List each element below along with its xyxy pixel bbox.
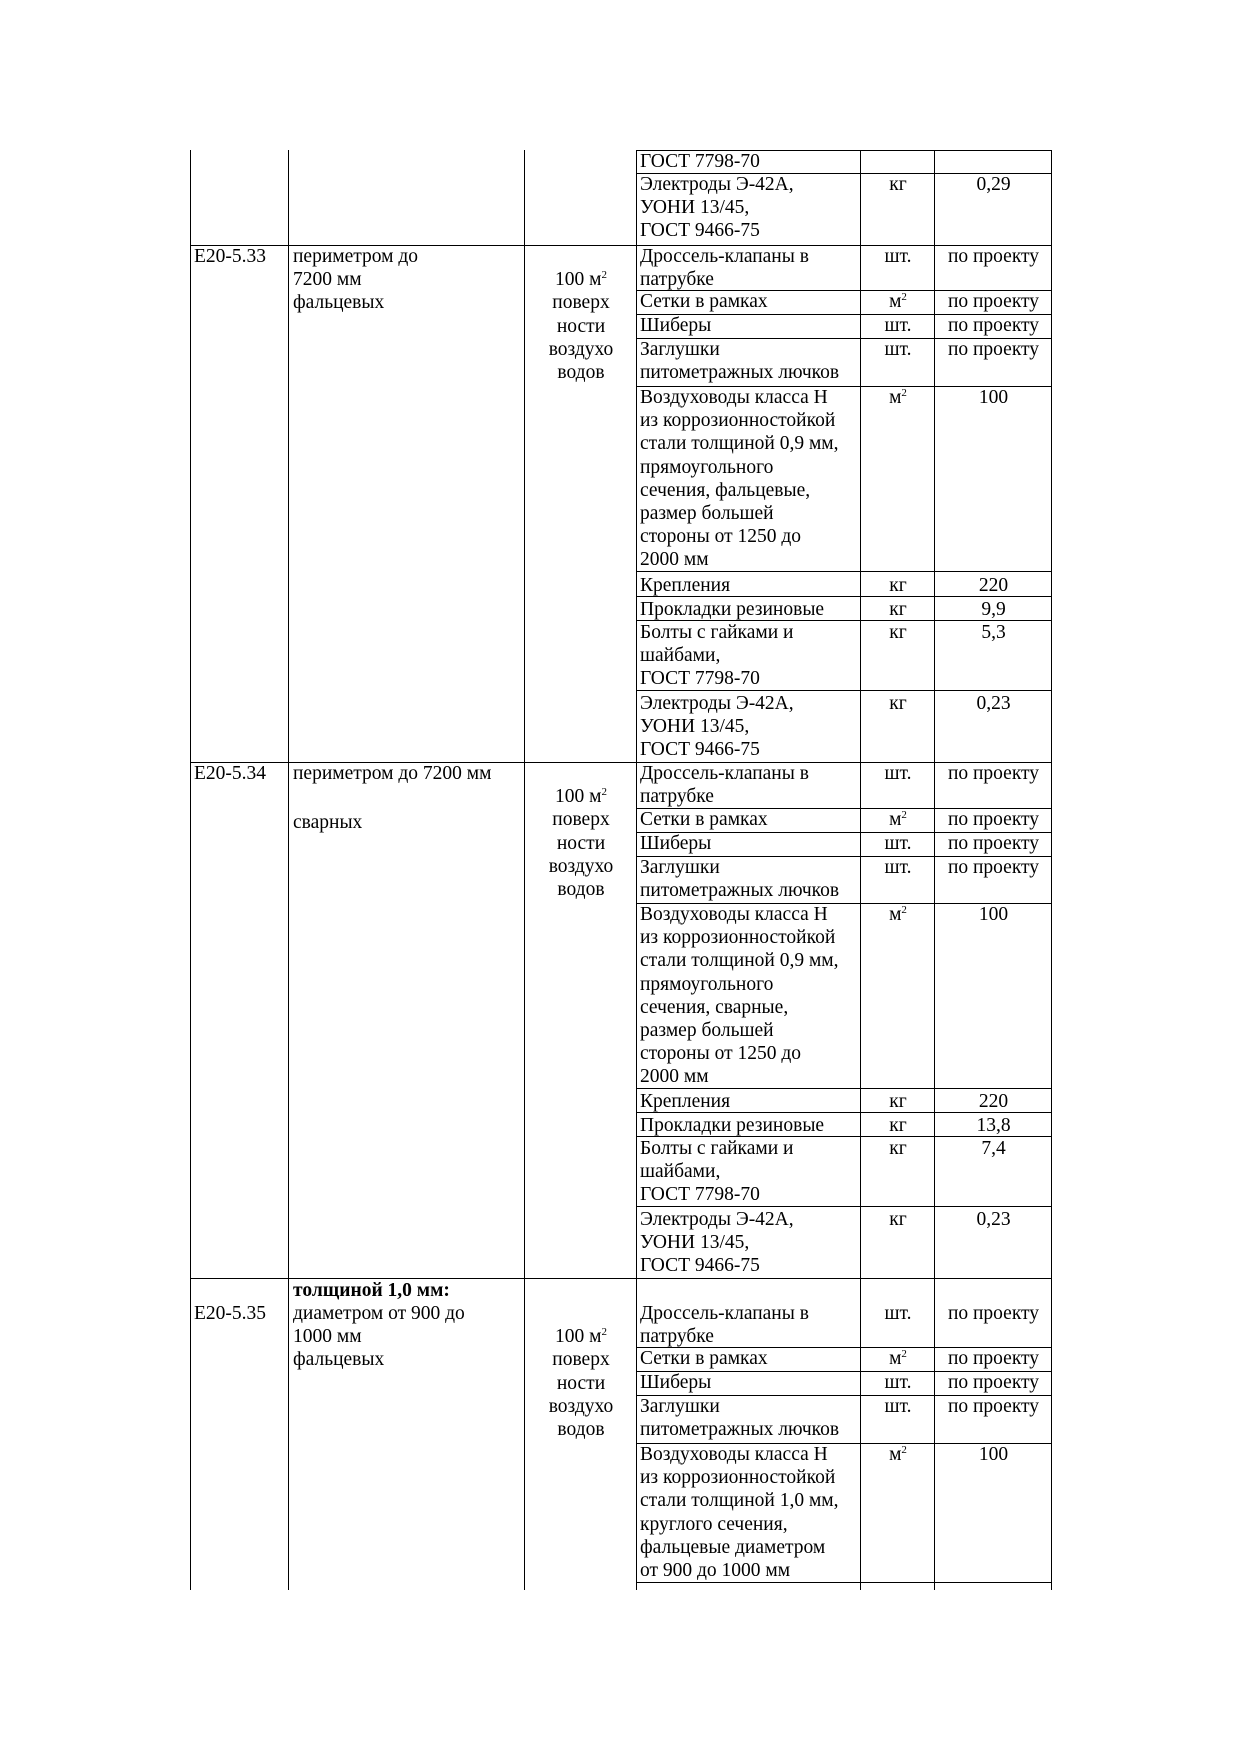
material-quantity: 0,23 [976, 693, 1011, 714]
material-name: ГОСТ 7798-70 [640, 151, 760, 172]
material-name: Воздуховоды класса Н из коррозионностойкой стали толщиной 1,0 мм, круглого сечения, фальцевые диаметром от 900 до 1000 мм [640, 1444, 839, 1582]
material-name: Прокладки резиновые [640, 1115, 825, 1136]
border-material [860, 150, 861, 1590]
unit-superscript: 2 [601, 1326, 607, 1339]
material-quantity: 5,3 [981, 622, 1006, 643]
material-unit: шт. [884, 857, 912, 878]
section-heading: толщиной 1,0 мм: [293, 1280, 450, 1301]
material-unit: $м^2$ [889, 1444, 907, 1465]
material-quantity: по проекту [947, 857, 1040, 878]
material-unit: $м^2$ [889, 387, 907, 408]
material-quantity: 100 [978, 1444, 1009, 1465]
unit-rest: поверх ности воздухо водов [548, 292, 614, 384]
material-quantity: по проекту [947, 1396, 1040, 1417]
material-quantity: 100 [978, 904, 1009, 925]
material-unit: $м^2$ [889, 904, 907, 925]
material-quantity: 0,23 [976, 1209, 1011, 1230]
unit-rest: поверх ности воздухо водов [548, 809, 614, 901]
material-quantity: 7,4 [981, 1138, 1006, 1159]
material-name: Крепления [640, 575, 731, 596]
material-quantity: по проекту [947, 1372, 1040, 1393]
material-unit: шт. [884, 1303, 912, 1324]
material-name: Болты с гайками и шайбами, ГОСТ 7798-70 [640, 1138, 794, 1206]
material-quantity: по проекту [947, 1348, 1040, 1369]
border-material-unit [934, 150, 935, 1590]
material-unit: $м^2$ [889, 809, 907, 830]
material-unit: кг [889, 693, 907, 714]
norm-unit [526, 1302, 636, 1441]
border-code [288, 150, 289, 1590]
material-unit: кг [889, 1091, 907, 1112]
material-quantity: 0,29 [976, 174, 1011, 195]
border-description [524, 150, 525, 1590]
material-quantity: по проекту [947, 339, 1040, 360]
material-unit: кг [889, 1138, 907, 1159]
material-quantity: по проекту [947, 246, 1040, 267]
material-name: Электроды Э-42А, УОНИ 13/45, ГОСТ 9466-75 [640, 174, 794, 242]
material-name: Дроссель-клапаны в патрубке [640, 246, 809, 291]
border-right [1051, 150, 1052, 1590]
material-unit: шт. [884, 1396, 912, 1417]
material-name: Заглушки питометражных лючков [640, 1396, 840, 1441]
material-quantity: 100 [978, 387, 1009, 408]
norm-code: Е20-5.33 [194, 246, 267, 267]
material-name: Сетки в рамках [640, 809, 768, 830]
material-quantity: 9,9 [981, 599, 1006, 620]
material-unit: шт. [884, 246, 912, 267]
material-name: Сетки в рамках [640, 291, 768, 312]
unit-superscript: 2 [601, 269, 607, 282]
material-quantity: по проекту [947, 833, 1040, 854]
material-name: Шиберы [640, 833, 712, 854]
material-unit: шт. [884, 833, 912, 854]
material-unit: кг [889, 1115, 907, 1136]
material-quantity: по проекту [947, 315, 1040, 336]
material-unit: $м^2$ [889, 291, 907, 312]
unit-superscript: 2 [601, 786, 607, 799]
material-quantity: по проекту [947, 809, 1040, 830]
material-name: Крепления [640, 1091, 731, 1112]
norm-description-line2: сварных [293, 812, 363, 833]
material-unit: кг [889, 575, 907, 596]
material-unit: кг [889, 622, 907, 643]
material-unit: шт. [884, 339, 912, 360]
material-name: Дроссель-клапаны в патрубке [640, 1303, 809, 1348]
norm-code: Е20-5.34 [194, 763, 267, 784]
material-quantity: по проекту [947, 291, 1040, 312]
border-unit [636, 150, 637, 1590]
material-unit: шт. [884, 315, 912, 336]
unit-value: 100 м [555, 1326, 602, 1348]
material-unit: шт. [884, 763, 912, 784]
material-name: Заглушки питометражных лючков [640, 857, 840, 902]
material-name: Прокладки резиновые [640, 599, 825, 620]
unit-value: 100 м [555, 786, 602, 808]
material-unit: шт. [884, 1372, 912, 1393]
material-quantity: 220 [978, 1091, 1009, 1112]
material-unit: $м^2$ [889, 1348, 907, 1369]
unit-rest: поверх ности воздухо водов [548, 1349, 614, 1441]
unit-value: 100 м [555, 269, 602, 291]
material-name: Сетки в рамках [640, 1348, 768, 1369]
material-unit: кг [889, 174, 907, 195]
norm-code: Е20-5.35 [194, 1303, 267, 1324]
material-unit: кг [889, 599, 907, 620]
material-name: Шиберы [640, 1372, 712, 1393]
material-name: Шиберы [640, 315, 712, 336]
norm-unit [526, 245, 636, 384]
material-name: Электроды Э-42А, УОНИ 13/45, ГОСТ 9466-75 [640, 1209, 794, 1277]
material-name: Болты с гайками и шайбами, ГОСТ 7798-70 [640, 622, 794, 690]
norm-description: диаметром от 900 до 1000 мм фальцевых [293, 1303, 465, 1371]
material-name: Дроссель-клапаны в патрубке [640, 763, 809, 808]
norm-unit [526, 762, 636, 901]
material-unit: кг [889, 1209, 907, 1230]
norm-description: периметром до 7200 мм фальцевых [293, 246, 419, 314]
material-name: Заглушки питометражных лючков [640, 339, 840, 384]
material-quantity: 220 [978, 575, 1009, 596]
material-name: Воздуховоды класса Н из коррозионностойкой стали толщиной 0,9 мм, прямоугольного сечения, фальцевые, размер большей стороны от 1250 до 2000 мм [640, 387, 839, 571]
material-name: Воздуховоды класса Н из коррозионностойкой стали толщиной 0,9 мм, прямоугольного сечения, сварные, размер большей стороны от 1250 до 2000 мм [640, 904, 839, 1088]
material-quantity: по проекту [947, 763, 1040, 784]
norm-description-line1: периметром до 7200 мм [293, 763, 492, 784]
material-name: Электроды Э-42А, УОНИ 13/45, ГОСТ 9466-75 [640, 693, 794, 761]
material-quantity: 13,8 [976, 1115, 1011, 1136]
border-left [190, 150, 191, 1590]
material-quantity: по проекту [947, 1303, 1040, 1324]
